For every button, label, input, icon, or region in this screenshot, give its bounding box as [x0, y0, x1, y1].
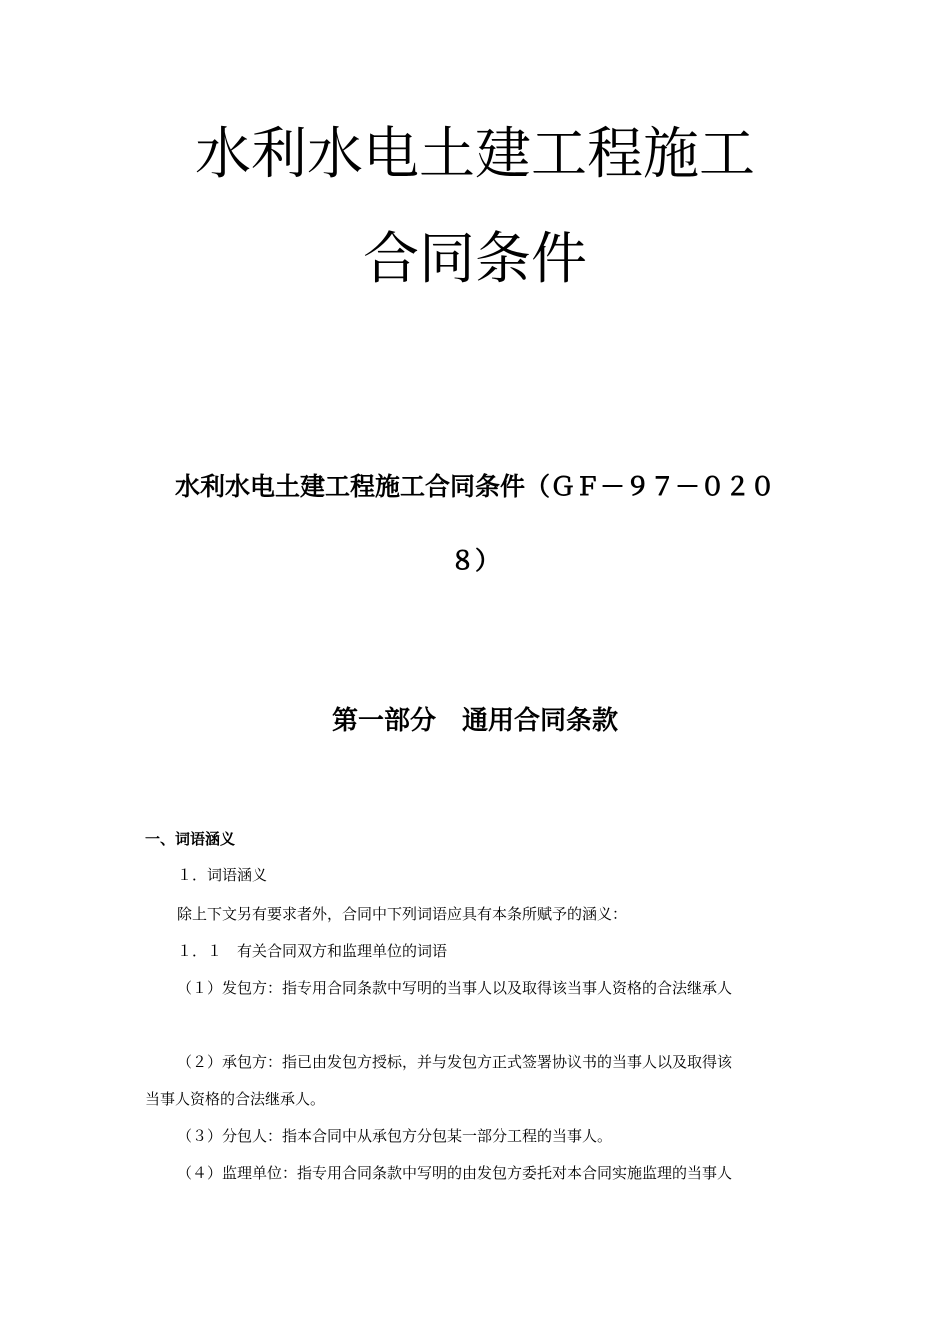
clause-1-1-heading: １．１ 有关合同双方和监理单位的词语: [177, 942, 448, 960]
definition-contractor: （２）承包方：指已由发包方授标，并与发包方正式签署协议书的当事人以及取得该: [177, 1053, 733, 1071]
document-title-line-1: 水利水电土建工程施工: [195, 122, 755, 187]
clause-1-intro: 除上下文另有要求者外，合同中下列词语应具有本条所赋予的涵义：: [177, 905, 628, 923]
definition-subcontractor: （３）分包人：指本合同中从承包方分包某一部分工程的当事人。: [177, 1127, 613, 1145]
document-subtitle-line-1: 水利水电土建工程施工合同条件（ＧＦ－９７－０２０: [174, 472, 775, 501]
clause-1-heading: １．词语涵义: [177, 866, 268, 884]
document-subtitle-line-2: ８）: [449, 546, 500, 575]
definition-supervisor: （４）监理单位：指专用合同条款中写明的由发包方委托对本合同实施监理的当事人: [177, 1164, 733, 1182]
definition-employer: （１）发包方：指专用合同条款中写明的当事人以及取得该当事人资格的合法继承人: [177, 979, 733, 997]
definition-contractor-continued: 当事人资格的合法继承人。: [145, 1090, 326, 1108]
section-heading: 一、词语涵义: [145, 830, 236, 848]
document-title-line-2: 合同条件: [363, 227, 587, 292]
part-heading: 第一部分 通用合同条款: [331, 706, 618, 736]
